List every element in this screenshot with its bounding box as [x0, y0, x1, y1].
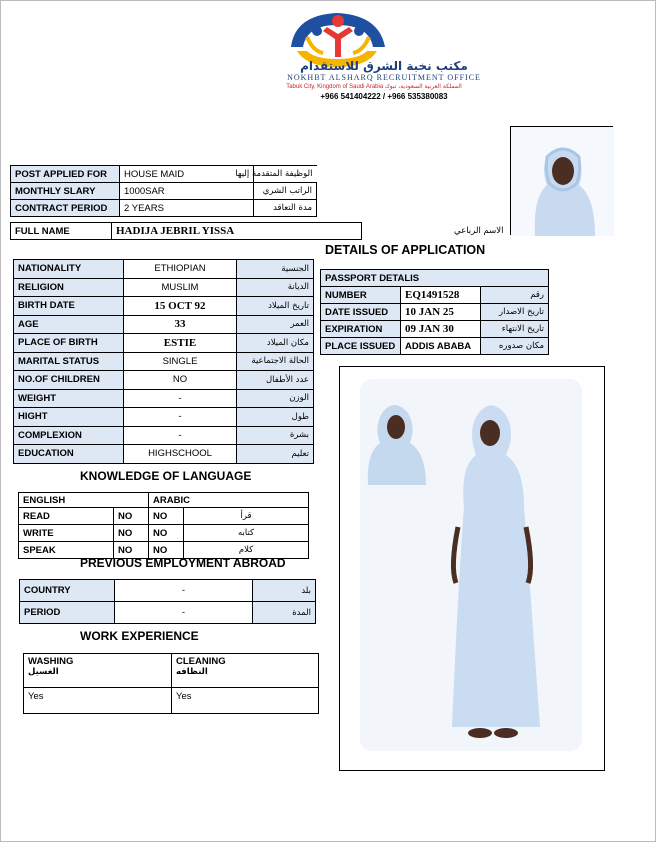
experience-title: WORK EXPERIENCE — [80, 629, 199, 643]
passport-arabic: تاريخ الانتهاء — [481, 321, 549, 338]
table-row — [14, 371, 314, 390]
table-row — [11, 223, 508, 240]
table-row — [19, 525, 309, 542]
passport-value: ADDIS ABABA — [401, 338, 481, 355]
personal-arabic: بشرة — [237, 426, 314, 445]
language-english-value: NO — [114, 542, 149, 559]
company-name-english: NOKHBT ALSHARQ RECRUITMENT OFFICE — [287, 73, 481, 82]
salary-arabic: الراتب الشري — [254, 183, 317, 200]
table-row — [321, 304, 549, 321]
passport-arabic: رقم — [481, 287, 549, 304]
period-arabic: المدة — [253, 602, 316, 624]
table-row — [24, 654, 319, 688]
cleaning-label-arabic: النظافه — [176, 667, 208, 677]
personal-arabic: تاريخ الميلاد — [237, 297, 314, 316]
table-row — [19, 493, 309, 508]
personal-arabic: الديانة — [237, 278, 314, 297]
address-arabic: المملكة العربية السعودية، تبوك — [384, 83, 462, 90]
language-arabic-value: NO — [149, 525, 184, 542]
language-skill-arabic: قرأ — [184, 508, 309, 525]
personal-label: PLACE OF BIRTH — [14, 334, 124, 353]
table-row — [14, 334, 314, 353]
language-skill-arabic: كتابه — [184, 525, 309, 542]
salary-value: 1000SAR — [120, 183, 254, 200]
post-value: HOUSE MAID — [120, 166, 254, 183]
passport-label: PLACE ISSUED — [321, 338, 401, 355]
country-value: - — [115, 580, 253, 602]
company-name-arabic: مكتب نخبة الشرق للاستقدام — [300, 59, 468, 73]
table-row — [14, 426, 314, 445]
passport-title: PASSPORT DETALIS — [321, 270, 549, 287]
language-col-arabic: ARABIC — [149, 493, 309, 508]
personal-label: BIRTH DATE — [14, 297, 124, 316]
personal-arabic: تعليم — [237, 445, 314, 464]
personal-value: 33 — [124, 315, 237, 334]
contract-arabic: مدة التعاقد — [254, 200, 317, 217]
personal-arabic: العمر — [237, 315, 314, 334]
passport-value: 10 JAN 25 — [401, 304, 481, 321]
personal-value: MUSLIM — [124, 278, 237, 297]
table-row — [11, 166, 317, 183]
personal-value: - — [124, 426, 237, 445]
passport-table — [320, 269, 549, 355]
post-label: POST APPLIED FOR — [11, 166, 120, 183]
personal-value: HIGHSCHOOL — [124, 445, 237, 464]
language-english-value: NO — [114, 508, 149, 525]
language-skill-arabic: كلام — [184, 542, 309, 559]
post-arabic: الوظيفة المتقدمة إليها — [254, 166, 317, 183]
language-arabic-value: NO — [149, 508, 184, 525]
experience-table — [23, 653, 319, 714]
personal-arabic: مكان الميلاد — [237, 334, 314, 353]
full-body-photo-icon — [340, 367, 606, 772]
contract-label: CONTRACT PERIOD — [11, 200, 120, 217]
washing-label: WASHING — [28, 656, 74, 667]
personal-label: EDUCATION — [14, 445, 124, 464]
table-row — [20, 580, 316, 602]
personal-label: NATIONALITY — [14, 260, 124, 279]
personal-label: AGE — [14, 315, 124, 334]
personal-arabic: عدد الأطفال — [237, 371, 314, 390]
employment-table — [19, 579, 316, 624]
personal-value: ETHIOPIAN — [124, 260, 237, 279]
table-row — [24, 688, 319, 714]
country-label: COUNTRY — [20, 580, 115, 602]
personal-label: MARITAL STATUS — [14, 352, 124, 371]
cleaning-value: Yes — [172, 688, 319, 714]
full-name-value: HADIJA JEBRIL YISSA — [112, 223, 362, 240]
passport-value: 09 JAN 30 — [401, 321, 481, 338]
table-row — [14, 260, 314, 279]
passport-label: DATE ISSUED — [321, 304, 401, 321]
personal-label: COMPLEXION — [14, 426, 124, 445]
cleaning-label: CLEANING — [176, 656, 226, 667]
contract-value: 2 YEARS — [120, 200, 254, 217]
post-table — [10, 165, 317, 217]
country-arabic: بلد — [253, 580, 316, 602]
company-phones: +966 541404222 / +966 535380083 — [320, 92, 448, 101]
table-row — [321, 270, 549, 287]
washing-label-arabic: الغسيل — [28, 667, 59, 677]
language-table — [18, 492, 309, 559]
language-arabic-value: NO — [149, 542, 184, 559]
full-name-label: FULL NAME — [11, 223, 112, 240]
passport-photo — [510, 126, 613, 235]
personal-value: SINGLE — [124, 352, 237, 371]
personal-value: ESTIE — [124, 334, 237, 353]
full-name-arabic: الاسم الرباعي — [362, 223, 508, 240]
personal-table — [13, 259, 314, 464]
table-row — [14, 278, 314, 297]
language-col-english: ENGLISH — [19, 493, 149, 508]
table-row — [321, 287, 549, 304]
personal-arabic: الوزن — [237, 389, 314, 408]
table-row — [11, 183, 317, 200]
details-title: DETAILS OF APPLICATION — [325, 243, 486, 257]
personal-arabic: طول — [237, 408, 314, 427]
cleaning-header — [172, 654, 319, 688]
full-name-table — [10, 222, 508, 240]
address-english: Tabuk City, Kingdom of Saudi Arabia — [286, 84, 384, 90]
personal-value: - — [124, 389, 237, 408]
personal-label: RELIGION — [14, 278, 124, 297]
table-row — [14, 445, 314, 464]
table-row — [14, 352, 314, 371]
personal-arabic: الجنسية — [237, 260, 314, 279]
language-title: KNOWLEDGE OF LANGUAGE — [80, 469, 252, 483]
language-skill-label: READ — [19, 508, 114, 525]
period-label: PERIOD — [20, 602, 115, 624]
passport-label: EXPIRATION — [321, 321, 401, 338]
language-skill-label: WRITE — [19, 525, 114, 542]
washing-header — [24, 654, 172, 688]
table-row — [321, 321, 549, 338]
personal-value: 15 OCT 92 — [124, 297, 237, 316]
passport-value: EQ1491528 — [401, 287, 481, 304]
personal-value: NO — [124, 371, 237, 390]
personal-arabic: الحالة الاجتماعية — [237, 352, 314, 371]
full-body-photo — [339, 366, 605, 771]
language-english-value: NO — [114, 525, 149, 542]
table-row — [11, 200, 317, 217]
personal-label: NO.OF CHILDREN — [14, 371, 124, 390]
table-row — [14, 315, 314, 334]
period-value: - — [115, 602, 253, 624]
passport-arabic: مكان صدوره — [481, 338, 549, 355]
passport-label: NUMBER — [321, 287, 401, 304]
salary-label: MONTHLY SLARY — [11, 183, 120, 200]
table-row — [19, 508, 309, 525]
portrait-photo-icon — [511, 127, 614, 236]
employment-title: PREVIOUS EMPLOYMENT ABROAD — [80, 556, 286, 570]
passport-arabic: تاريخ الاصدار — [481, 304, 549, 321]
table-row — [14, 297, 314, 316]
personal-label: WEIGHT — [14, 389, 124, 408]
personal-value: - — [124, 408, 237, 427]
company-address — [1, 83, 657, 90]
washing-value: Yes — [24, 688, 172, 714]
personal-label: HIGHT — [14, 408, 124, 427]
table-row — [20, 602, 316, 624]
language-skill-label: SPEAK — [19, 542, 114, 559]
table-row — [321, 338, 549, 355]
table-row — [14, 408, 314, 427]
table-row — [14, 389, 314, 408]
